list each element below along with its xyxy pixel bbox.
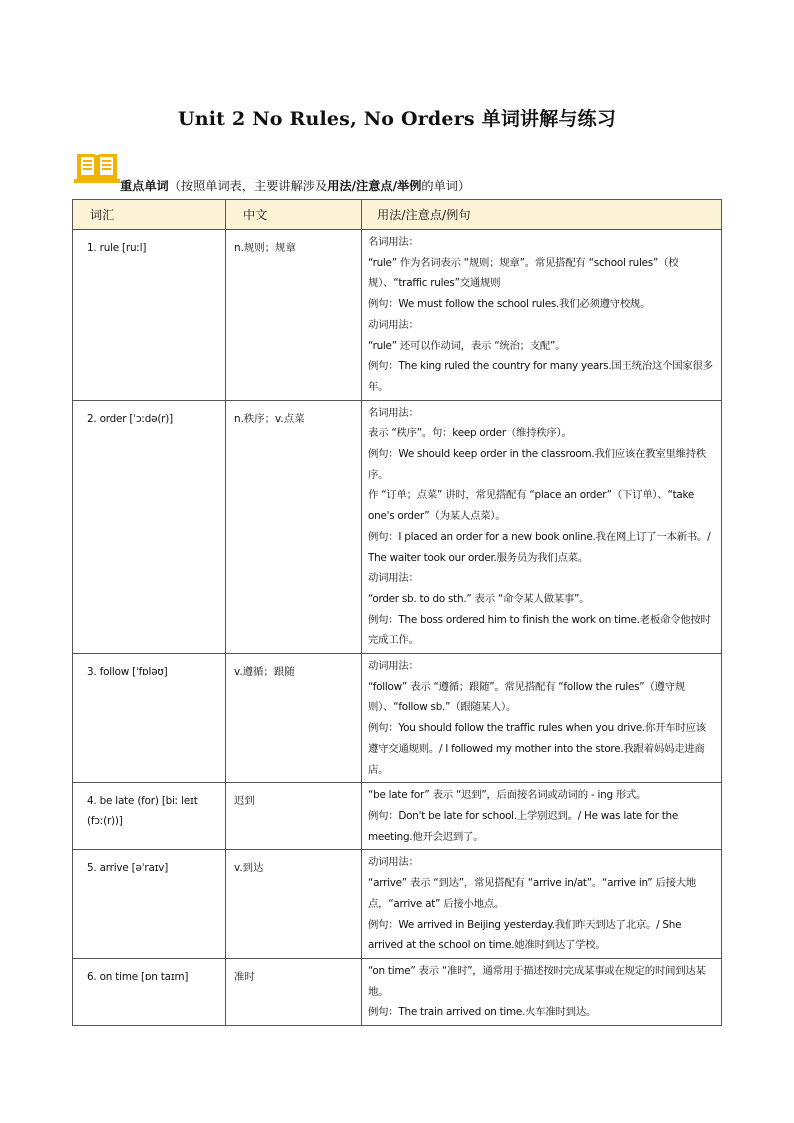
usage-line: 动词用法： — [368, 318, 419, 331]
usage-line: “rule” 作为名词表示 “规则；规章”。常见搭配有 “school rules”（校规）、“traffic rules”交通规则 — [368, 256, 679, 290]
usage-line: 名词用法： — [368, 236, 419, 248]
usage-line: “follow” 表示 “遵循；跟随”。常见搭配有 “follow the rules”（遵守规则）、“follow sb.”（跟随某人）。 — [368, 680, 685, 714]
usage-line: 动词用法： — [368, 572, 419, 585]
vocab-word: 4. be late (for) [biː leɪt (fɔː(r))] — [73, 783, 226, 850]
table-row — [73, 783, 722, 850]
vocab-usage — [362, 783, 722, 850]
usage-line: 表示 “秩序”。句：keep order（维持秩序）。 — [368, 427, 572, 440]
usage-line: 例句：The train arrived on time.火车准时到达。 — [368, 1006, 597, 1019]
vocab-meaning: n.秩序；v.点菜 — [226, 400, 362, 653]
table-row — [73, 400, 722, 653]
table-row — [73, 654, 722, 783]
vocab-meaning: v.到达 — [226, 850, 362, 959]
usage-line: “arrive” 表示 “到达”，常见搭配有 “arrive in/at”。“arrive in” 后接大地点，“arrive at” 后接小地点。 — [368, 877, 697, 910]
vocab-word: 3. follow [ˈfɒləʊ] — [73, 654, 226, 783]
page-title: Unit 2 No Rules, No Orders 单词讲解与练习 — [177, 108, 617, 130]
vocab-meaning: 迟到 — [226, 783, 362, 850]
header-cell: 中文 — [226, 200, 362, 230]
vocab-meaning: n.规则；规章 — [226, 230, 362, 401]
usage-line: 例句：I placed an order for a new book online.我在网上订了一本新书。/ The waiter took our order.服务员为我们点菜。 — [368, 530, 711, 564]
usage-line: “on time” 表示 “准时”，通常用于描述按时完成某事或在规定的时间到达某地。 — [368, 964, 706, 998]
vocab-usage — [362, 958, 722, 1025]
vocab-usage — [362, 400, 722, 653]
usage-line: 例句：The king ruled the country for many years.国王统治这个国家很多年。 — [368, 360, 713, 393]
table-row — [73, 958, 722, 1025]
subtitle-text: （按照单词表，主要讲解涉及 — [168, 179, 328, 193]
usage-line: 动词用法： — [368, 660, 419, 673]
vocab-word: 5. arrive [əˈraɪv] — [73, 850, 226, 959]
usage-line: 例句：We should keep order in the classroom.我们应该在教室里维持秩序。 — [368, 448, 707, 481]
subtitle-bold-2: 用法/注意点/举例 — [327, 179, 422, 193]
usage-line: “order sb. to do sth.” 表示 “命令某人做某事”。 — [368, 592, 590, 605]
vocab-word: 2. order [ˈɔːdə(r)] — [73, 400, 226, 653]
vocab-meaning: 准时 — [226, 958, 362, 1025]
book-icon — [74, 150, 120, 184]
header-cell: 词汇 — [73, 200, 226, 230]
section-subtitle — [120, 177, 470, 194]
usage-line: 例句：We must follow the school rules.我们必须遵守校规。 — [368, 298, 651, 311]
vocab-usage — [362, 654, 722, 783]
table-row — [73, 850, 722, 959]
usage-line: 名词用法： — [368, 406, 419, 419]
usage-line: 例句：The boss ordered him to finish the work on time.老板命令他按时完成工作。 — [368, 613, 711, 647]
vocab-usage — [362, 230, 722, 401]
vocab-word: 1. rule [ruːl] — [73, 230, 226, 401]
usage-line: 例句：Don't be late for school.上学别迟到。/ He was late for the meeting.他开会迟到了。 — [368, 809, 679, 843]
table-row — [73, 230, 722, 401]
table-header-row — [73, 200, 722, 230]
usage-line: 例句：You should follow the traffic rules when you drive.你开车时应该遵守交通规则。/ I followed my mother into the store.我跟着妈妈走进商店。 — [368, 722, 706, 776]
usage-line: 例句：We arrived in Beijing yesterday.我们昨天到达了北京。/ She arrived at the school on time.她准时到达了学校。 — [368, 918, 682, 952]
vocab-meaning: v.遵循；跟随 — [226, 654, 362, 783]
vocab-word: 6. on time [ɒn taɪm] — [73, 958, 226, 1025]
usage-line: “be late for” 表示 “迟到”，后面接名词或动词的 - ing 形式。 — [368, 789, 647, 802]
header-cell: 用法/注意点/例句 — [362, 200, 722, 230]
subtitle-end: 的单词） — [421, 179, 471, 193]
usage-line: “rule” 还可以作动词，表示 “统治；支配”。 — [368, 339, 566, 352]
usage-line: 动词用法： — [368, 856, 419, 869]
vocabulary-table — [72, 199, 722, 1026]
vocab-usage — [362, 850, 722, 959]
subtitle-bold-1: 重点单词 — [120, 179, 169, 193]
usage-line: 作 “订单；点菜” 讲时，常见搭配有 “place an order”（下订单）、“take one's order”（为某人点菜）。 — [368, 489, 695, 523]
